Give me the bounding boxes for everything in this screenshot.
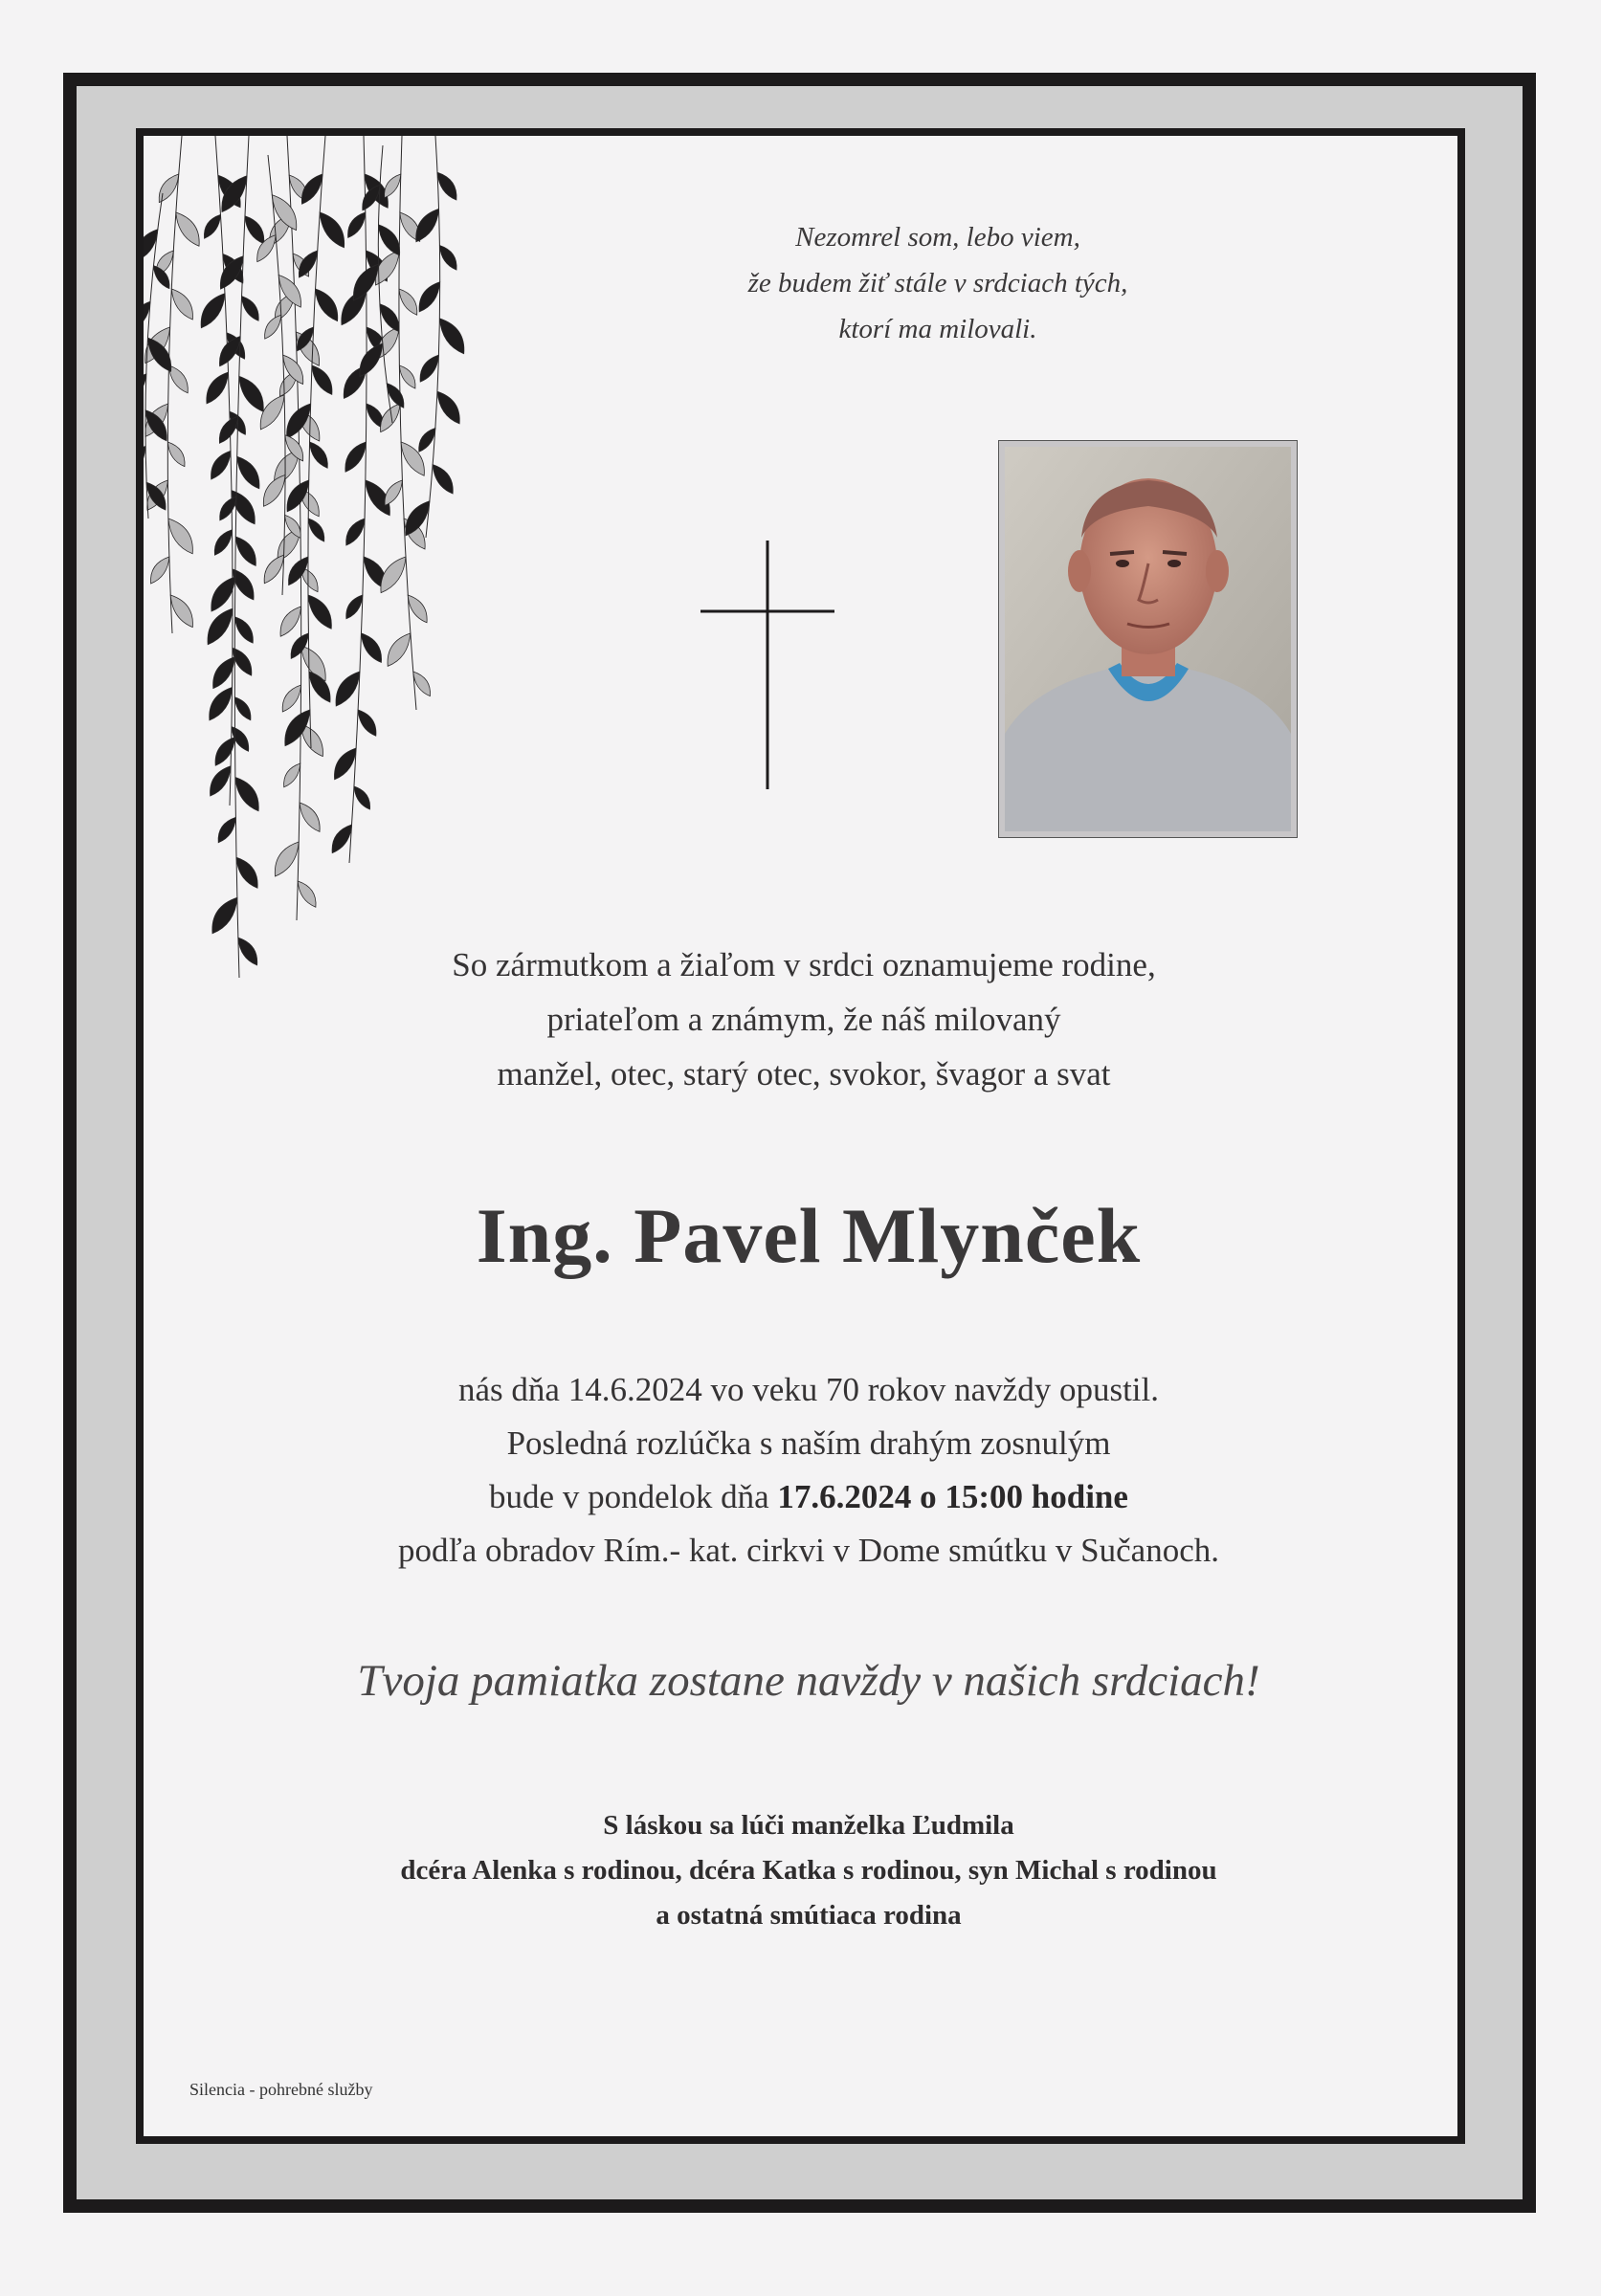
portrait-photo — [998, 440, 1298, 838]
family-farewell — [239, 1803, 1378, 1938]
cross-icon — [700, 541, 834, 789]
motto-line-2: že budem žiť stále v srdciach tých, — [747, 268, 1128, 298]
motto-line-1: Nezomrel som, lebo viem, — [795, 222, 1080, 253]
farewell-line-1: S láskou sa lúči manželka Ľudmila — [603, 1810, 1014, 1841]
funeral-details — [287, 1363, 1330, 1578]
motto-line-3: ktorí ma milovali. — [838, 314, 1037, 344]
details-line-3-prefix: bude v pondelok dňa — [489, 1478, 778, 1515]
announcement-line-3: manžel, otec, starý otec, svokor, švagor a svat — [497, 1055, 1111, 1093]
funeral-service-credit: Silencia - pohrebné služby — [189, 2080, 373, 2099]
farewell-line-2: dcéra Alenka s rodinou, dcéra Katka s rodinou, syn Michal s rodinou — [400, 1855, 1217, 1886]
details-line-4: podľa obradov Rím.- kat. cirkvi v Dome smútku v Sučanoch. — [398, 1532, 1219, 1569]
details-line-1: nás dňa 14.6.2024 vo veku 70 rokov navždy opustil. — [458, 1371, 1159, 1408]
deceased-name: Ing. Pavel Mlynček — [476, 1192, 1142, 1279]
details-line-3 — [287, 1470, 1330, 1524]
willow-branches-icon — [144, 136, 545, 1026]
memory-line: Tvoja pamiatka zostane navždy v našich srdciach! — [357, 1656, 1260, 1706]
announcement-line-1: So zármutkom a žiaľom v srdci oznamujeme rodine, — [452, 946, 1156, 983]
details-line-2: Posledná rozlúčka s naším drahým zosnulým — [506, 1424, 1111, 1462]
funeral-date-time: 17.6.2024 o 15:00 hodine — [777, 1478, 1128, 1515]
announcement-line-2: priateľom a známym, že náš milovaný — [546, 1001, 1061, 1038]
announcement-text — [411, 938, 1196, 1101]
farewell-line-3: a ostatná smútiaca rodina — [656, 1900, 962, 1931]
motto-verse — [622, 214, 1254, 352]
